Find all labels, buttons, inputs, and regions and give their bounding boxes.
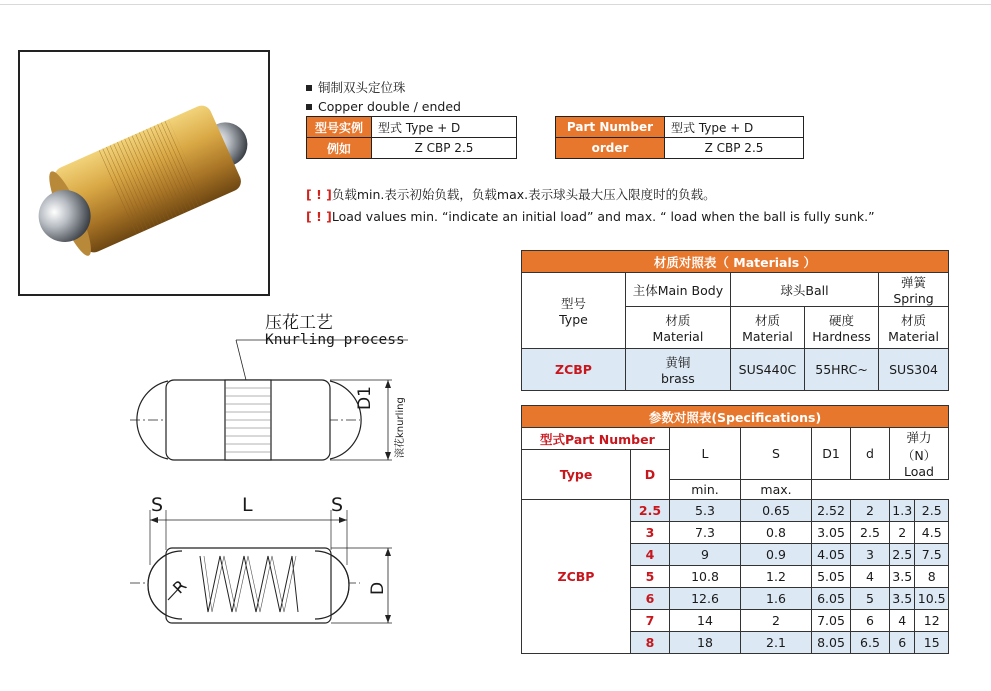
example-label: 例如 xyxy=(307,138,372,159)
example-value: Z CBP 2.5 xyxy=(665,138,804,159)
type-header: Type xyxy=(522,450,631,500)
spec-cell-max: 12 xyxy=(915,610,949,632)
d1-header: D1 xyxy=(812,428,851,480)
top-divider xyxy=(0,4,991,5)
type-value: ZCBP xyxy=(522,500,631,654)
body-material-header: 材质 Material xyxy=(625,307,730,349)
spec-cell-d1: 5.05 xyxy=(812,566,851,588)
spec-cell-max: 7.5 xyxy=(915,544,949,566)
d-label: D xyxy=(368,581,388,595)
spec-cell-max: 8 xyxy=(915,566,949,588)
d-small-header: d xyxy=(851,428,890,480)
part-number-header: 型式Part Number xyxy=(522,428,670,450)
example-label: order xyxy=(556,138,665,159)
bullet-en: Copper double / ended xyxy=(306,97,461,116)
spec-cell-d: 5 xyxy=(851,588,890,610)
ball-material-header: 材质 Material xyxy=(730,307,804,349)
materials-table xyxy=(521,250,949,391)
min-header: min. xyxy=(670,480,741,500)
max-header: max. xyxy=(741,480,812,500)
spec-cell-d1: 2.52 xyxy=(812,500,851,522)
specs-title: 参数对照表(Specifications) xyxy=(522,406,949,428)
spec-cell-d: 3 xyxy=(631,522,670,544)
product-photo xyxy=(18,50,270,296)
l-label: L xyxy=(242,494,253,516)
ball-hardness-header: 硬度 Hardness xyxy=(804,307,878,349)
spec-cell-d1: 4.05 xyxy=(812,544,851,566)
spec-cell-min: 4 xyxy=(890,610,915,632)
s-right-label: S xyxy=(331,494,344,516)
spec-cell-min: 1.3 xyxy=(890,500,915,522)
ball-plunger-image xyxy=(20,52,268,294)
warning-mark: [ ! ] xyxy=(306,187,332,202)
spec-cell-d: 6 xyxy=(851,610,890,632)
spec-cell-max: 4.5 xyxy=(915,522,949,544)
knurl-label-en: Knurling process xyxy=(265,332,405,348)
spec-cell-s: 1.6 xyxy=(741,588,812,610)
type-header: 型号 Type xyxy=(522,273,626,349)
ball-material-value: SUS440C xyxy=(730,349,804,391)
spec-cell-l: 12.6 xyxy=(670,588,741,610)
body-material-value: 黄铜 brass xyxy=(625,349,730,391)
ball-header: 球头Ball xyxy=(730,273,878,307)
bullet-cn: 铜制双头定位珠 xyxy=(306,78,461,97)
d1-label: D1 xyxy=(355,386,375,410)
order-label: 型号实例 xyxy=(307,117,372,138)
spec-cell-d: 2.5 xyxy=(631,500,670,522)
spec-cell-s: 2.1 xyxy=(741,632,812,654)
l-header: L xyxy=(670,428,741,480)
type-value: ZCBP xyxy=(522,349,626,391)
spec-cell-l: 5.3 xyxy=(670,500,741,522)
spec-cell-min: 2 xyxy=(890,522,915,544)
spec-cell-max: 2.5 xyxy=(915,500,949,522)
spec-cell-max: 15 xyxy=(915,632,949,654)
spec-cell-min: 3.5 xyxy=(890,588,915,610)
spec-cell-d1: 7.05 xyxy=(812,610,851,632)
specifications-table xyxy=(521,405,949,654)
main-body-header: 主体Main Body xyxy=(625,273,730,307)
spec-cell-d: 2.5 xyxy=(851,522,890,544)
order-format: 型式 Type + D xyxy=(665,117,804,138)
spec-cell-d: 8 xyxy=(631,632,670,654)
order-format: 型式 Type + D xyxy=(372,117,517,138)
s-header: S xyxy=(741,428,812,480)
spec-cell-min: 6 xyxy=(890,632,915,654)
spec-cell-s: 0.9 xyxy=(741,544,812,566)
materials-title: 材质对照表（ Materials ） xyxy=(522,251,949,273)
technical-drawing xyxy=(0,300,440,691)
spec-cell-d: 4 xyxy=(631,544,670,566)
load-header: 弹力（N） Load xyxy=(890,428,949,480)
order-example-en xyxy=(555,116,804,159)
spec-cell-d: 4 xyxy=(851,566,890,588)
spec-cell-d1: 6.05 xyxy=(812,588,851,610)
spec-cell-d: 3 xyxy=(851,544,890,566)
example-value: Z CBP 2.5 xyxy=(372,138,517,159)
spring-header: 弹簧Spring xyxy=(879,273,949,307)
spec-cell-s: 0.65 xyxy=(741,500,812,522)
spec-cell-d: 5 xyxy=(631,566,670,588)
spec-cell-d1: 3.05 xyxy=(812,522,851,544)
bullet-square-icon xyxy=(306,104,312,110)
order-example-cn xyxy=(306,116,517,159)
spring-material-header: 材质 Material xyxy=(879,307,949,349)
spec-cell-d: 2 xyxy=(851,500,890,522)
side-knurl-label: 滚花knurling xyxy=(395,397,406,458)
bullet-square-icon xyxy=(306,85,312,91)
spec-cell-s: 1.2 xyxy=(741,566,812,588)
ball-hardness-value: 55HRC~ xyxy=(804,349,878,391)
spec-cell-d: 6 xyxy=(631,588,670,610)
spec-cell-d: 7 xyxy=(631,610,670,632)
product-description xyxy=(306,78,461,116)
spec-cell-d1: 8.05 xyxy=(812,632,851,654)
note-cn: [ ! ]负载min.表示初始负载，负载max.表示球头最大压入限度时的负载。 xyxy=(306,187,716,202)
s-left-label: S xyxy=(151,494,164,516)
order-label: Part Number xyxy=(556,117,665,138)
d-header: D xyxy=(631,450,670,500)
spec-cell-min: 3.5 xyxy=(890,566,915,588)
spec-cell-s: 0.8 xyxy=(741,522,812,544)
warning-mark: [ ! ] xyxy=(306,209,332,224)
spec-cell-d: 6.5 xyxy=(851,632,890,654)
load-notes xyxy=(306,184,875,228)
knurl-label-cn: 压花工艺 xyxy=(265,313,333,333)
spec-cell-s: 2 xyxy=(741,610,812,632)
spec-cell-l: 18 xyxy=(670,632,741,654)
knurl-leader-arrow xyxy=(236,340,246,380)
spec-cell-l: 10.8 xyxy=(670,566,741,588)
spec-cell-max: 10.5 xyxy=(915,588,949,610)
spec-cell-l: 9 xyxy=(670,544,741,566)
spec-cell-min: 2.5 xyxy=(890,544,915,566)
spec-cell-l: 14 xyxy=(670,610,741,632)
r-label: R xyxy=(169,576,191,598)
note-en: [ ! ]Load values min. “indicate an initial load” and max. “ load when the ball is fully sunk.” xyxy=(306,209,875,224)
spring-material-value: SUS304 xyxy=(879,349,949,391)
spec-row xyxy=(522,500,949,522)
spec-cell-l: 7.3 xyxy=(670,522,741,544)
